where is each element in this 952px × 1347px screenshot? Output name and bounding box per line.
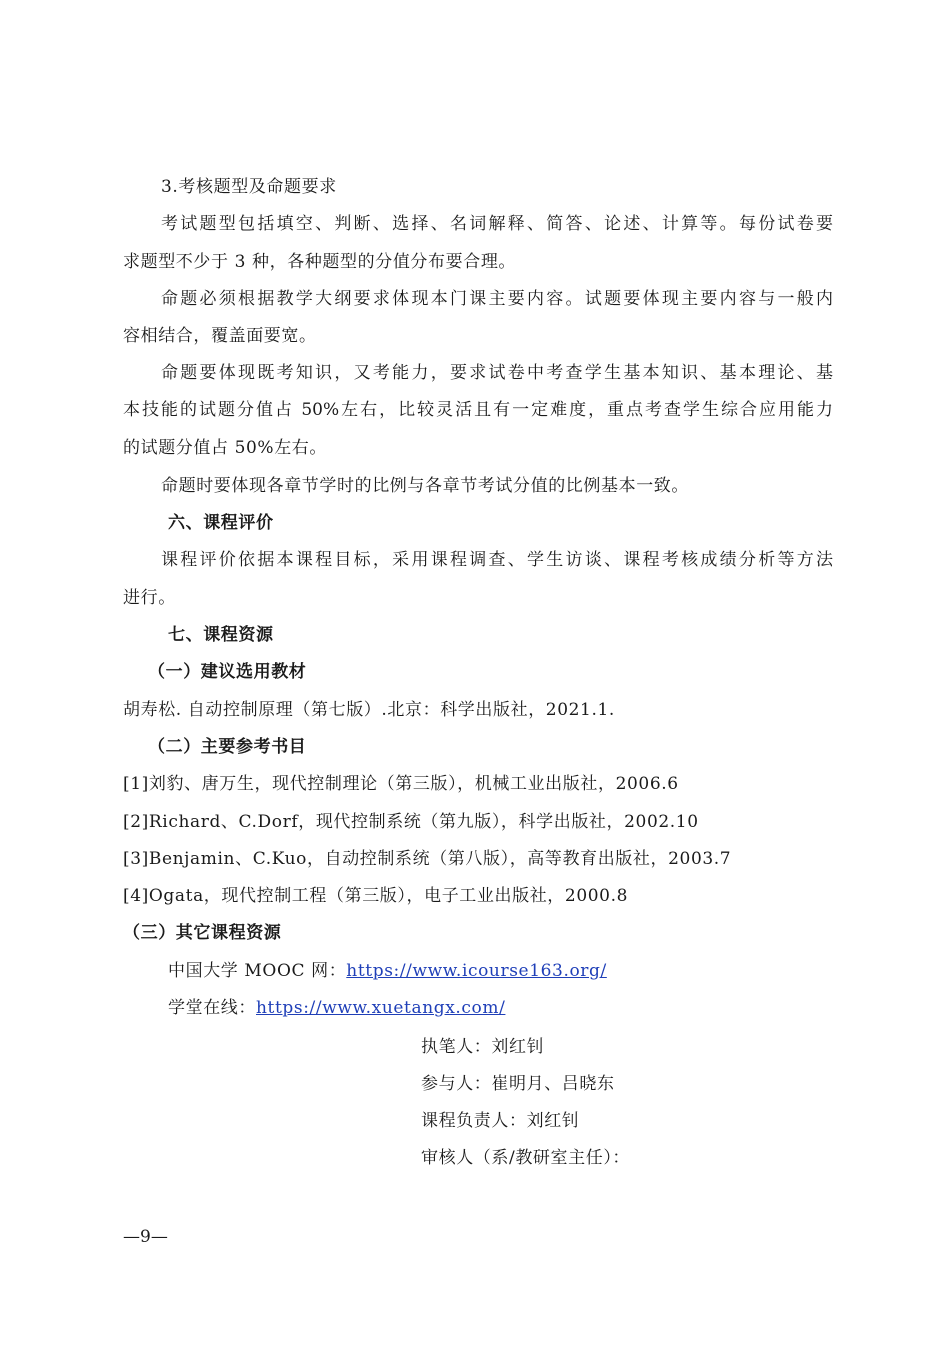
page-number: —9—	[123, 1227, 168, 1247]
resource-label: 中国大学 MOOC 网：	[168, 961, 347, 981]
subsection-2-heading: （二）主要参考书目	[148, 737, 307, 757]
paragraph-text: 的试题分值占 50%左右。	[123, 438, 327, 458]
subsection-1-heading: （一）建议选用教材	[148, 662, 307, 682]
reviewer-signature: 审核人（系/教研室主任）：	[421, 1148, 631, 1168]
writer-signature: 执笔人：刘红钊	[421, 1037, 545, 1057]
xuetang-link[interactable]: https://www.xuetangx.com/	[256, 998, 506, 1018]
paragraph-text: 求题型不少于 3 种，各种题型的分值分布要合理。	[123, 252, 517, 272]
paragraph-text: 容相结合，覆盖面要宽。	[123, 326, 317, 346]
subsection-3-heading: （三）其它课程资源	[123, 923, 282, 943]
reference-item: [2]Richard、C.Dorf，现代控制系统（第九版），科学出版社，2002.10	[123, 812, 699, 832]
mooc-link[interactable]: https://www.icourse163.org/	[346, 961, 607, 981]
reference-item: [4]Ogata，现代控制工程（第三版），电子工业出版社，2000.8	[123, 886, 628, 906]
section-3-title: 3.考核题型及命题要求	[161, 177, 337, 197]
section-6-heading: 六、课程评价	[168, 513, 274, 533]
paragraph-text: 命题必须根据教学大纲要求体现本门课主要内容。试题要体现主要内容与一般内	[161, 289, 833, 309]
resource-xuetang	[168, 996, 505, 1020]
paragraph-text: 命题时要体现各章节学时的比例与各章节考试分值的比例基本一致。	[161, 476, 689, 496]
paragraph-text: 考试题型包括填空、判断、选择、名词解释、简答、论述、计算等。每份试卷要	[161, 214, 833, 234]
participants-signature: 参与人：崔明月、吕晓东	[421, 1074, 615, 1094]
course-lead-signature: 课程负责人：刘红钊	[421, 1111, 580, 1131]
section-7-heading: 七、课程资源	[168, 625, 274, 645]
reference-item: [3]Benjamin、C.Kuo，自动控制系统（第八版），高等教育出版社，2003.7	[123, 849, 732, 869]
textbook-entry: 胡寿松. 自动控制原理（第七版）.北京：科学出版社，2021.1.	[123, 700, 615, 720]
resource-label: 学堂在线：	[168, 998, 256, 1018]
paragraph-text: 课程评价依据本课程目标，采用课程调查、学生访谈、课程考核成绩分析等方法	[161, 550, 833, 570]
paragraph-text: 命题要体现既考知识，又考能力，要求试卷中考查学生基本知识、基本理论、基	[161, 363, 833, 383]
paragraph-text: 本技能的试题分值占 50%左右，比较灵活且有一定难度，重点考查学生综合应用能力	[123, 400, 833, 420]
reference-item: [1]刘豹、唐万生，现代控制理论（第三版），机械工业出版社，2006.6	[123, 774, 679, 794]
paragraph-text: 进行。	[123, 588, 176, 608]
resource-mooc	[168, 959, 607, 983]
